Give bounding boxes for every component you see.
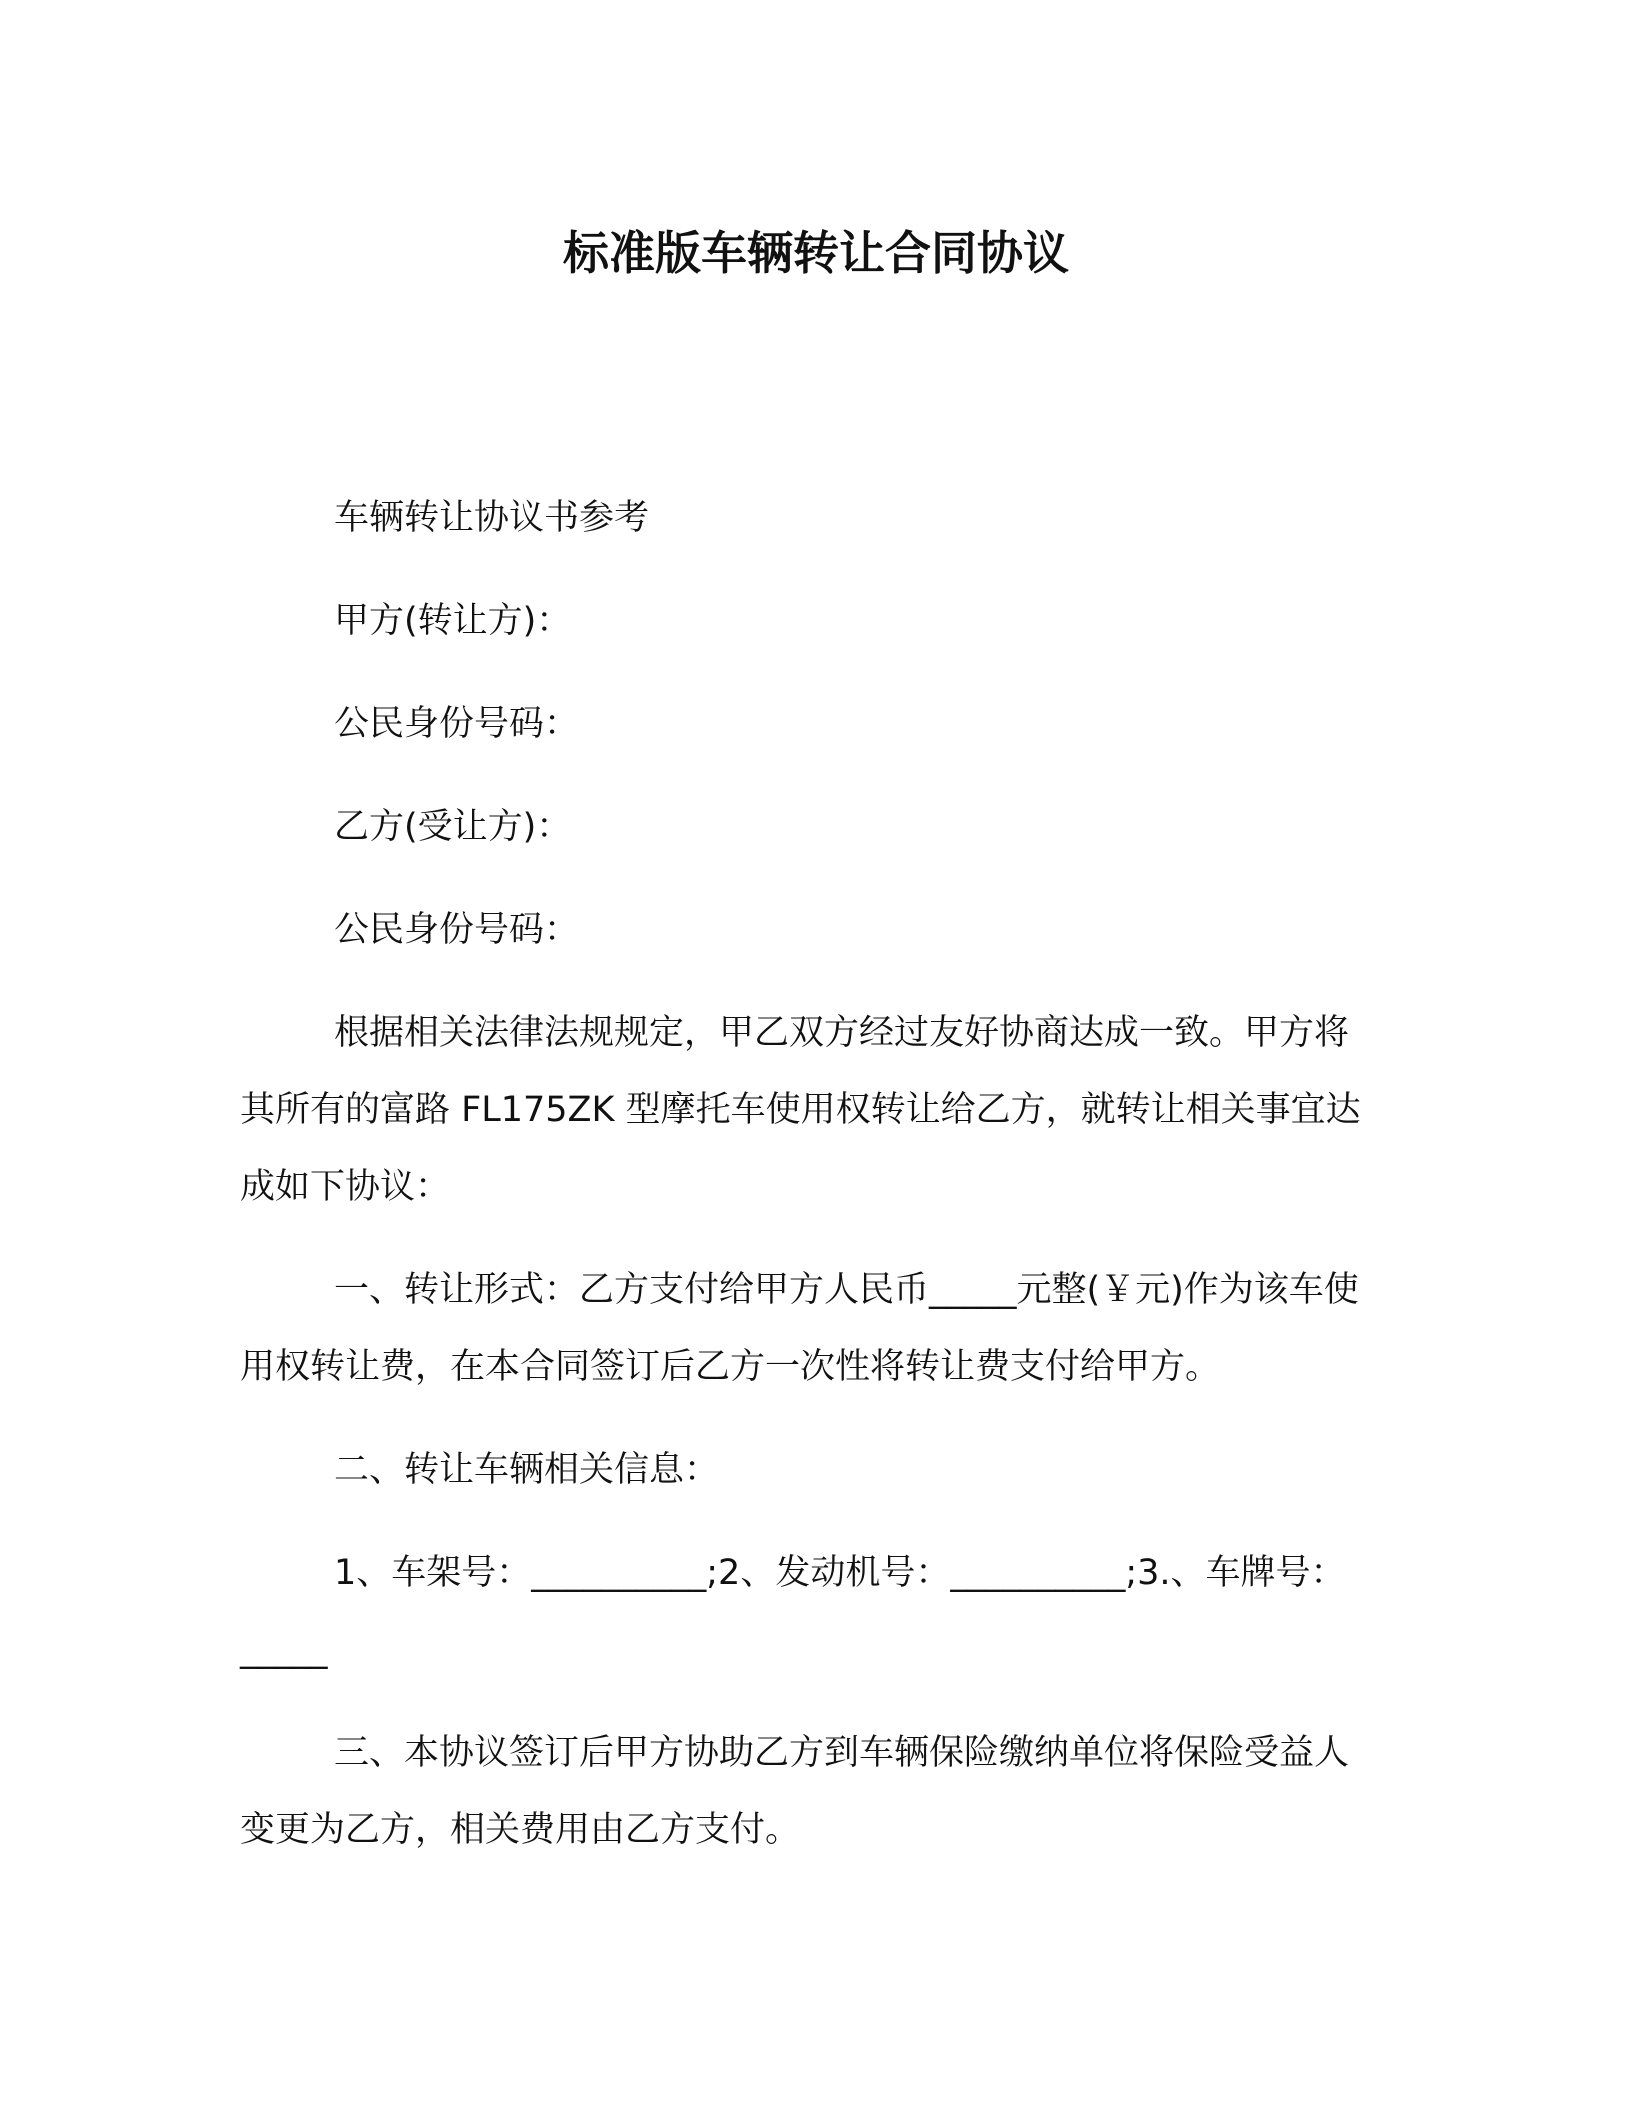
document-body xyxy=(240,480,1382,1895)
paragraph-vehicle-info: 1、车架号：__________;2、发动机号：__________;3.、车牌号：_____ xyxy=(240,1553,1346,1670)
paragraph-party-a: 甲方(转让方)： xyxy=(334,601,572,641)
paragraph-reference-heading: 车辆转让协议书参考 xyxy=(334,498,650,538)
paragraph-party-b-id: 公民身份号码： xyxy=(334,910,580,950)
paragraph-party-b: 乙方(受让方)： xyxy=(334,807,572,847)
paragraph-clause-2: 二、转让车辆相关信息： xyxy=(334,1450,720,1490)
paragraph-clause-1: 一、转让形式：乙方支付给甲方人民币_____元整(￥元)作为该车使用权转让费，在本合同签订后乙方一次性将转让费支付给甲方。 xyxy=(240,1270,1359,1387)
paragraph-preamble: 根据相关法律法规规定，甲乙双方经过友好协商达成一致。甲方将其所有的富路 FL175ZK 型摩托车使用权转让给乙方，就转让相关事宜达成如下协议： xyxy=(240,1013,1361,1207)
document-title: 标准版车辆转让合同协议 xyxy=(563,226,1069,280)
paragraph-party-a-id: 公民身份号码： xyxy=(334,704,580,744)
paragraph-clause-3: 三、本协议签订后甲方协助乙方到车辆保险缴纳单位将保险受益人变更为乙方，相关费用由乙方支付。 xyxy=(240,1733,1350,1850)
